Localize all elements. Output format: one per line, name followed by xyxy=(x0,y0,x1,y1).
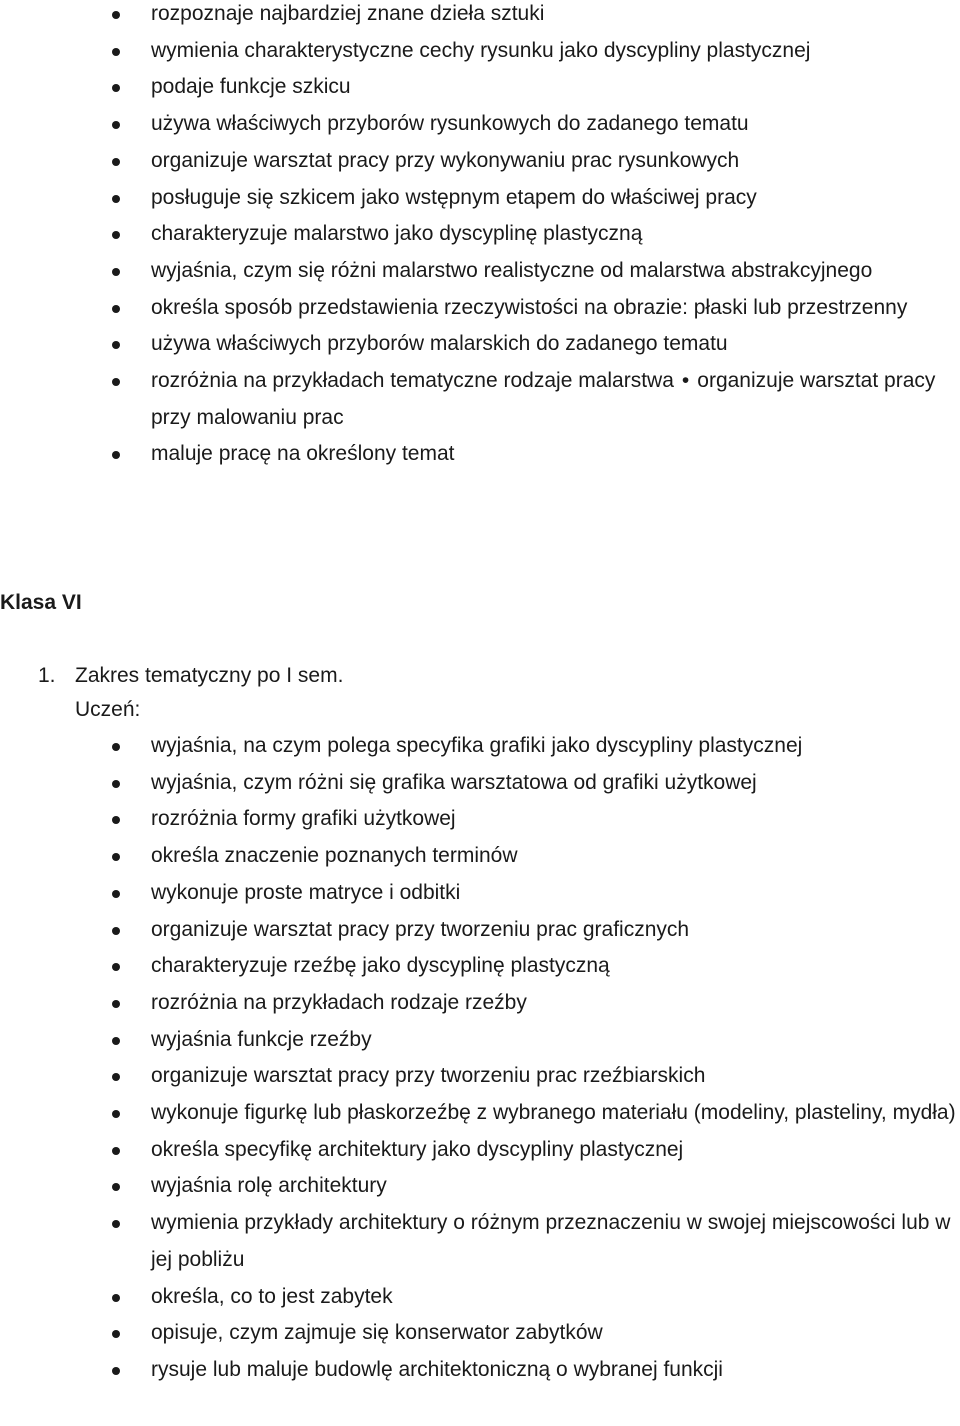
list-item: wyjaśnia funkcje rzeźby xyxy=(0,1022,960,1059)
bottom-bullet-list xyxy=(0,728,960,1389)
list-item: określa, co to jest zabytek xyxy=(0,1279,960,1316)
list-item: rozpoznaje najbardziej znane dzieła sztuki xyxy=(0,0,960,33)
inline-item-b: organizuje warsztat pracy przy malowaniu prac xyxy=(151,369,936,429)
list-item: posługuje się szkicem jako wstępnym etapem do właściwej pracy xyxy=(0,180,960,217)
list-item: maluje pracę na określony temat xyxy=(0,436,960,473)
list-item: wykonuje proste matryce i odbitki xyxy=(0,875,960,912)
list-item: wyjaśnia, czym się różni malarstwo realistyczne od malarstwa abstrakcyjnego xyxy=(0,253,960,290)
list-item: rozróżnia na przykładach rodzaje rzeźby xyxy=(0,985,960,1022)
section-heading: Klasa VI xyxy=(0,591,82,614)
list-item: podaje funkcje szkicu xyxy=(0,69,960,106)
numbered-topic xyxy=(38,658,343,694)
list-item: używa właściwych przyborów rysunkowych do zadanego tematu xyxy=(0,106,960,143)
topic-number: 1. xyxy=(38,664,56,687)
list-item: używa właściwych przyborów malarskich do zadanego tematu xyxy=(0,326,960,363)
list-item: opisuje, czym zajmuje się konserwator zabytków xyxy=(0,1315,960,1352)
list-item: rozróżnia formy grafiki użytkowej xyxy=(0,801,960,838)
list-item: określa specyfikę architektury jako dyscypliny plastycznej xyxy=(0,1132,960,1169)
topic-title: Zakres tematyczny po I sem. xyxy=(75,664,344,687)
list-item: określa sposób przedstawienia rzeczywistości na obrazie: płaski lub przestrzenny xyxy=(0,290,960,327)
list-item-combined xyxy=(0,363,960,436)
list-item: organizuje warsztat pracy przy tworzeniu prac graficznych xyxy=(0,912,960,949)
inline-item-a: rozróżnia na przykładach tematyczne rodzaje malarstwa xyxy=(151,369,674,393)
list-item: charakteryzuje rzeźbę jako dyscyplinę plastyczną xyxy=(0,948,960,985)
list-item: wykonuje figurkę lub płaskorzeźbę z wybranego materiału (modeliny, plasteliny, mydła) xyxy=(0,1095,960,1132)
list-item: wymienia przykłady architektury o różnym przeznaczeniu w swojej miejscowości lub w jej pobliżu xyxy=(0,1205,960,1278)
inline-bullet: • xyxy=(681,369,690,393)
list-item: wyjaśnia, na czym polega specyfika grafiki jako dyscypliny plastycznej xyxy=(0,728,960,765)
list-item: organizuje warsztat pracy przy wykonywaniu prac rysunkowych xyxy=(0,143,960,180)
list-item: wymienia charakterystyczne cechy rysunku jako dyscypliny plastycznej xyxy=(0,33,960,70)
list-item: organizuje warsztat pracy przy tworzeniu prac rzeźbiarskich xyxy=(0,1058,960,1095)
list-item: charakteryzuje malarstwo jako dyscyplinę plastyczną xyxy=(0,216,960,253)
top-bullet-list xyxy=(0,0,960,473)
list-item: rysuje lub maluje budowlę architektoniczną o wybranej funkcji xyxy=(0,1352,960,1389)
list-item: określa znaczenie poznanych terminów xyxy=(0,838,960,875)
list-item: wyjaśnia, czym różni się grafika warsztatowa od grafiki użytkowej xyxy=(0,765,960,802)
list-item: wyjaśnia rolę architektury xyxy=(0,1168,960,1205)
student-label: Uczeń: xyxy=(75,698,141,721)
